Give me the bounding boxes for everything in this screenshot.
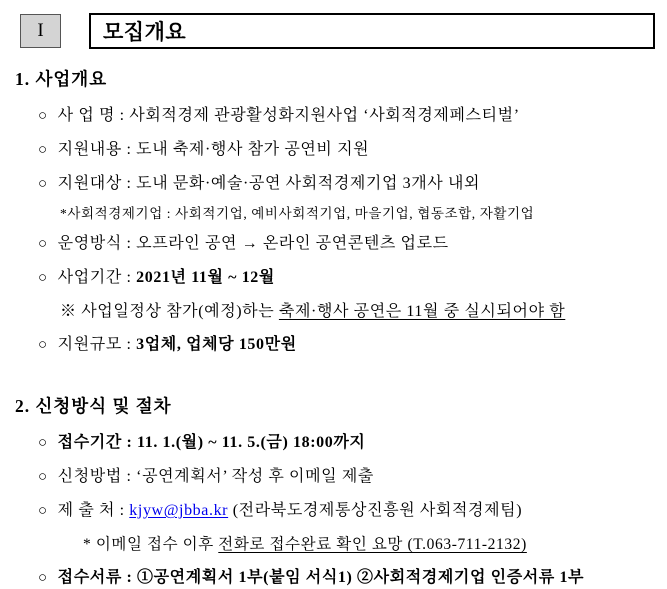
chapter-title: 모집개요 [103, 21, 187, 44]
line-operation-method [38, 233, 655, 255]
line-business-period [38, 267, 655, 289]
apply-method-text: 신청방법 : ‘공연계획서’ 작성 후 이메일 제출 [57, 468, 374, 485]
line-required-documents [38, 567, 655, 589]
circle-bullet-icon: ○ [38, 142, 48, 158]
email-confirm-prefix: 이메일 접수 이후 [95, 536, 219, 553]
reference-mark-icon: ※ [60, 303, 77, 320]
line-support-content [38, 139, 655, 161]
business-period-value: 2021년 11월 ~ 12월 [136, 269, 275, 286]
support-scale-label: 지원규모 : [57, 336, 137, 353]
line-reception-period [38, 432, 655, 454]
chapter-header [20, 13, 655, 49]
section2-heading: 2. 신청방식 및 절차 [15, 396, 172, 416]
line-apply-method [38, 466, 655, 488]
schedule-note-underlined: 축제·행사 공연은 11월 중 실시되어야 함 [278, 303, 566, 320]
business-name-text: 사 업 명 : 사회적경제 관광활성화지원사업 ‘사회적경제페스티벌’ [57, 107, 520, 124]
reception-period-text: 접수기간 : 11. 1.(월) ~ 11. 5.(금) 18:00까지 [57, 434, 366, 451]
email-confirm-note [83, 534, 655, 555]
submit-address-label: 제 출 처 : [57, 502, 130, 519]
line-support-scale [38, 334, 655, 356]
chapter-numeral-box [20, 14, 61, 48]
operation-method-text: 운영방식 : 오프라인 공연 → 온라인 공연콘텐츠 업로드 [57, 235, 449, 252]
line-business-name [38, 105, 655, 127]
asterisk-mark-icon: * [83, 536, 92, 553]
line-support-target [38, 173, 655, 195]
support-target-text: 지원대상 : 도내 문화·예술·공연 사회적경제기업 3개사 내외 [57, 175, 481, 192]
circle-bullet-icon: ○ [38, 337, 48, 353]
support-scale-value: 3업체, 업체당 150만원 [136, 336, 297, 353]
business-period-label: 사업기간 : [57, 269, 137, 286]
circle-bullet-icon: ○ [38, 176, 48, 192]
line-submit-address [38, 500, 655, 522]
submit-address-suffix: (전라북도경제통상진흥원 사회적경제팀) [228, 502, 523, 519]
circle-bullet-icon: ○ [38, 435, 48, 451]
social-economy-footnote: *사회적경제기업 : 사회적기업, 예비사회적기업, 마을기업, 협동조합, 자활기업 [60, 206, 535, 221]
email-confirm-underlined: 전화로 접수완료 확인 요망 (T.063-711-2132) [218, 536, 527, 553]
circle-bullet-icon: ○ [38, 570, 48, 586]
section1-heading: 1. 사업개요 [15, 69, 108, 89]
schedule-note-prefix: 사업일정상 참가(예정)하는 [81, 303, 279, 320]
circle-bullet-icon: ○ [38, 236, 48, 252]
chapter-title-box [89, 13, 655, 49]
submit-email-link[interactable]: kjyw@jbba.kr [129, 502, 229, 519]
support-content-text: 지원내용 : 도내 축제·행사 참가 공연비 지원 [57, 141, 370, 158]
circle-bullet-icon: ○ [38, 270, 48, 286]
circle-bullet-icon: ○ [38, 108, 48, 124]
chapter-numeral: I [37, 20, 44, 41]
circle-bullet-icon: ○ [38, 469, 48, 485]
required-documents-text: 접수서류 : ①공연계획서 1부(붙임 서식1) ②사회적경제기업 인증서류 1부 [57, 569, 585, 586]
schedule-note [60, 301, 655, 322]
circle-bullet-icon: ○ [38, 503, 48, 519]
